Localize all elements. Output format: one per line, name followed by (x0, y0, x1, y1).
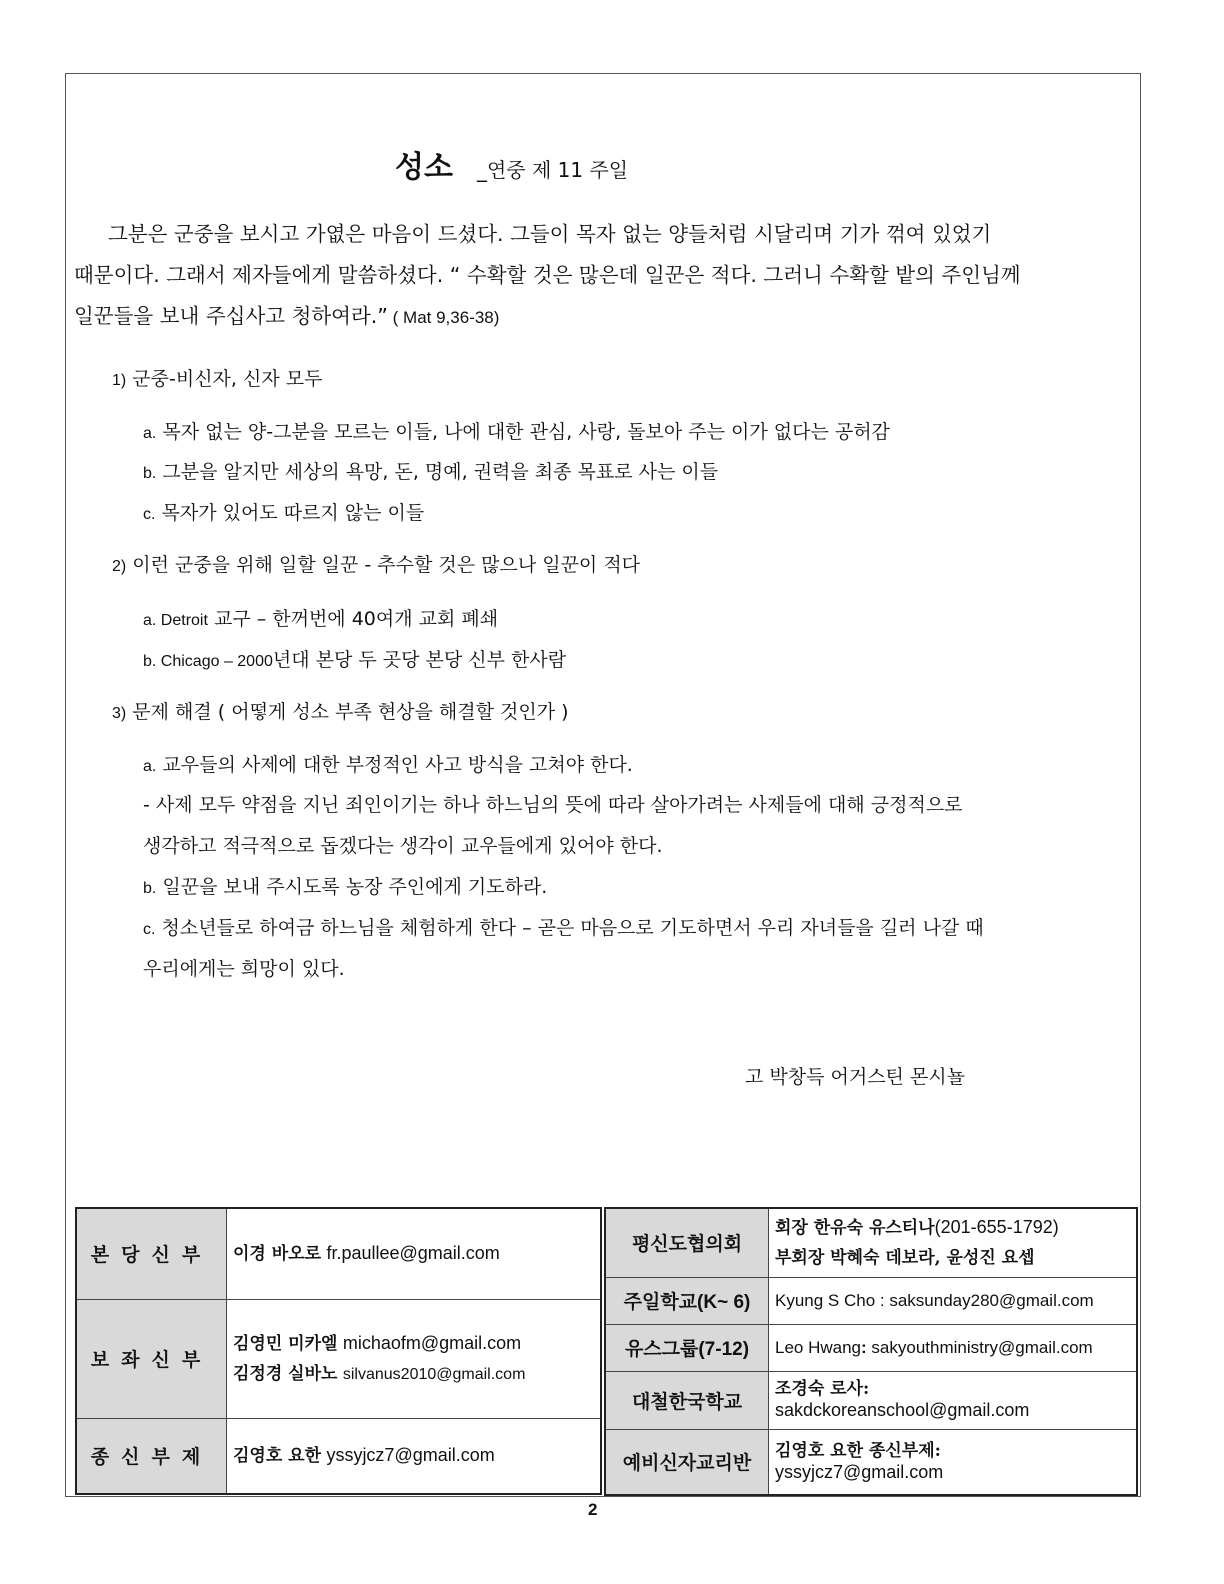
outline-item: c. 목자가 있어도 따르지 않는 이들 (143, 502, 425, 524)
youth-group-label: 유스그룹(7-12) (605, 1324, 769, 1371)
passage-line: 때문이다. 그래서 제자들에게 말씀하셨다. “ 수확할 것은 많은데 일꾼은 적다. 그러니 수확할 밭의 주인님께 (74, 263, 1021, 287)
author-signature: 고 박창득 어거스틴 몬시뇰 (745, 1066, 966, 1088)
passage-line: 그분은 군중을 보시고 가엾은 마음이 드셨다. 그들이 목자 없는 양들처럼 시달리며 기가 꺾여 있었기 (108, 222, 992, 246)
passage-line: 일꾼들을 보내 주십사고 청하여라.” (74, 304, 388, 328)
table-row (76, 1208, 601, 1299)
assistant-2-email[interactable]: silvanus2010@gmail.com (342, 1365, 526, 1383)
sunday-school-contact: Kyung S Cho : saksunday280@gmail.com (769, 1277, 1138, 1324)
assistant-1-name: 김영민 미카엘 (233, 1333, 338, 1354)
title-sub: _연중 제 11 주일 (476, 158, 629, 182)
scripture-reference: ( Mat 9,36-38) (387, 308, 500, 327)
pastor-label: 본당신부 (76, 1208, 227, 1299)
rcia-email[interactable]: yssyjcz7@gmail.com (775, 1461, 944, 1482)
outline-heading-2: 2) 이런 군중을 위해 일할 일꾼 - 추수할 것은 많으나 일꾼이 적다 (112, 554, 641, 576)
title-main: 성소 (395, 150, 453, 185)
council-label: 평신도협의회 (605, 1208, 769, 1277)
rcia-label: 예비신자교리반 (605, 1429, 769, 1495)
outline-item: c. 청소년들로 하여금 하느님을 체험하게 한다 – 곧은 마음으로 기도하면서 우리 자녀들을 길러 나갈 때 (143, 917, 984, 939)
assistant-label: 보좌신부 (76, 1299, 227, 1418)
outline-item: a. 목자 없는 양-그분을 모르는 이들, 나에 대한 관심, 사랑, 돌보아 주는 이가 없다는 공허감 (143, 421, 890, 443)
clergy-table (75, 1207, 602, 1495)
table-row (605, 1208, 1137, 1277)
table-row (76, 1299, 601, 1418)
deacon-name: 김영호 요한 (233, 1446, 322, 1467)
table-row: 유스그룹(7-12) Leo Hwang: sakyouthministry@gmail.com (605, 1324, 1137, 1371)
assistant-2-name: 김정경 실바노 (233, 1363, 338, 1384)
outline-item: a. Detroit 교구 – 한꺼번에 40여개 교회 폐쇄 (143, 608, 499, 630)
outline-item: b. 그분을 알지만 세상의 욕망, 돈, 명예, 권력을 최종 목표로 사는 이들 (143, 461, 719, 483)
deacon-email[interactable]: yssyjcz7@gmail.com (326, 1445, 495, 1466)
youth-email[interactable]: sakyouthministry@gmail.com (871, 1337, 1093, 1357)
outline-item-continued: 생각하고 적극적으로 돕겠다는 생각이 교우들에게 있어야 한다. (143, 835, 663, 857)
rcia-contact: 김영호 요한 종신부제: (775, 1440, 941, 1461)
youth-contact: Leo Hwang (775, 1337, 862, 1357)
korean-school-label: 대철한국학교 (605, 1371, 769, 1429)
table-row (605, 1277, 1137, 1324)
council-vice-presidents: 부회장 박혜숙 데보라, 윤성진 요셉 (775, 1248, 1035, 1269)
outline-item-continued: 우리에게는 희망이 있다. (143, 958, 345, 980)
deacon-label: 종신부제 (76, 1418, 227, 1494)
outline-item: b. Chicago – 2000년대 본당 두 곳당 본당 신부 한사람 (143, 649, 567, 671)
outline-item-continued: - 사제 모두 약점을 지닌 죄인이기는 하나 하느님의 뜻에 따라 살아가려는 사제들에 대해 긍정적으로 (143, 794, 963, 816)
organizations-table (604, 1207, 1138, 1496)
outline-heading-3: 3) 문제 해결 ( 어떻게 성소 부족 현상을 해결할 것인가 ) (112, 701, 569, 723)
outline-heading-1: 1) 군중-비신자, 신자 모두 (112, 368, 323, 390)
assistant-1-email[interactable]: michaofm@gmail.com (342, 1332, 522, 1353)
korean-school-contact: 조경숙 로사: (775, 1379, 870, 1399)
council-president: 회장 한유숙 유스티나 (775, 1218, 935, 1239)
outline-item: a. 교우들의 사제에 대한 부정적인 사고 방식을 고쳐야 한다. (143, 754, 633, 776)
pastor-name: 이경 바오로 (233, 1244, 322, 1265)
table-row (76, 1418, 601, 1494)
sunday-school-label: 주일학교(K~ 6) (605, 1277, 769, 1324)
pastor-email[interactable]: fr.paullee@gmail.com (326, 1243, 500, 1264)
table-row (605, 1429, 1137, 1495)
outline-item: b. 일꾼을 보내 주시도록 농장 주인에게 기도하라. (143, 876, 548, 898)
council-phone: (201-655-1792) (934, 1217, 1059, 1238)
page-title (395, 142, 628, 186)
scripture-passage (74, 214, 1124, 338)
page-number: 2 (588, 1500, 598, 1519)
korean-school-email[interactable]: sakdckoreanschool@gmail.com (775, 1400, 1030, 1420)
table-row (605, 1371, 1137, 1429)
